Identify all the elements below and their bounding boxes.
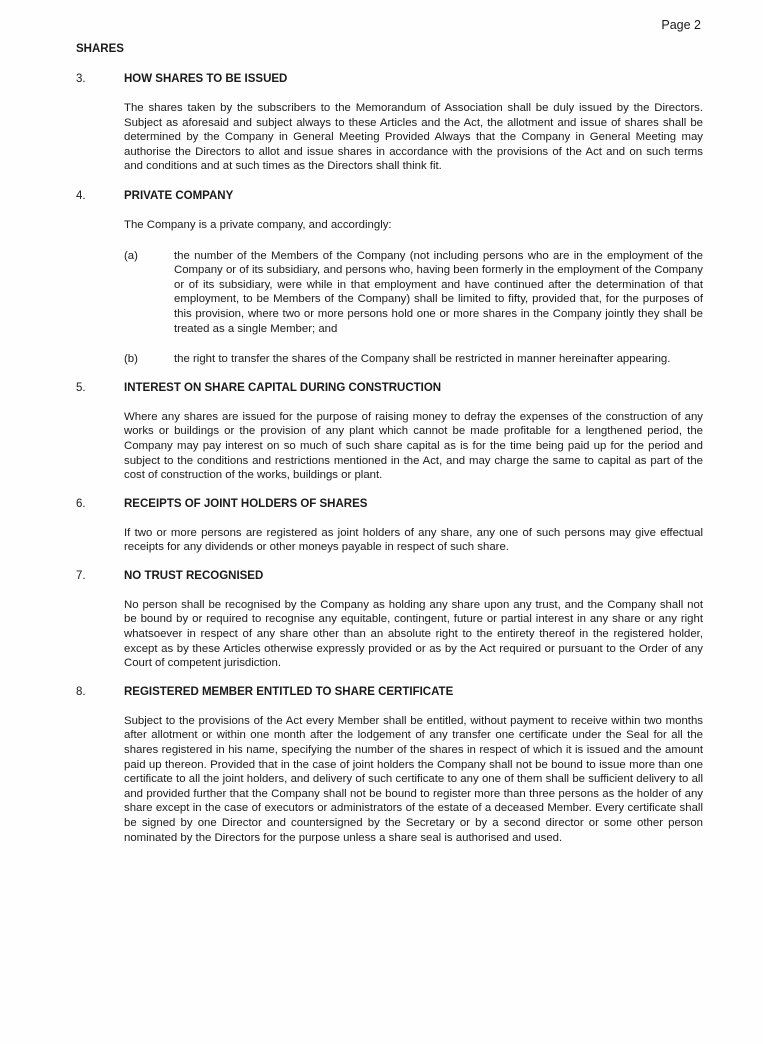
clause-number: 5.: [76, 381, 86, 394]
clause-paragraph: Subject to the provisions of the Act every Member shall be entitled, without payment to receive within two months after allotment or within one month after the lodgement of any transfer one certificate under the Seal for all the shares registered in his name, specifying the number of the shares in respect of which it is issued and the amount paid up thereon. Provided that in the case of joint holders the Company shall not be bound to issue more than one certificate to all the joint holders, and delivery of such certificate to any one of them shall be sufficient delivery to all and provided further that the Company shall not be bound to register more than three persons as the holder of any share except in the case of executors or administrators of the estate of a deceased Member. Every certificate shall be signed by one Director and countersigned by the Secretary or by a second director or some other person nominated by the Directors for the purpose unless a share seal is authorised and used.: [124, 714, 703, 844]
item-label: (b): [124, 353, 138, 366]
document-body: [76, 72, 703, 845]
clause-paragraph: If two or more persons are registered as joint holders of any share, any one of such persons may give effectual receipts for any dividends or other moneys payable in respect of such share.: [124, 526, 703, 554]
clause-7: [76, 569, 703, 671]
clause-3: [76, 72, 703, 174]
clause-number: 7.: [76, 569, 86, 582]
clause-6: [76, 497, 703, 555]
clause-heading: INTEREST ON SHARE CAPITAL DURING CONSTRUCTION: [124, 381, 442, 394]
item-label: (a): [124, 249, 138, 262]
clause-number: 3.: [76, 73, 86, 85]
item-text: the number of the Members of the Company (not including persons who are in the employment of the Company or of its subsidiary, and persons who, having been formerly in the employment of the Company or of its subsidiary, were while in that employment and have continued after the determination of that employment, to be Members of the Company) shall be limited to fifty, provided that, for the purposes of this provision, where two or more persons hold one or more shares in the Company jointly they shall be treated as a single Member; and: [174, 249, 703, 335]
item-text: the right to transfer the shares of the Company shall be restricted in manner hereinafter appearing.: [174, 353, 671, 366]
list-item: [124, 352, 703, 367]
clause-number: 8.: [76, 685, 86, 698]
page-number: Page 2: [661, 18, 701, 32]
clause-heading: NO TRUST RECOGNISED: [124, 569, 264, 582]
clause-heading: REGISTERED MEMBER ENTITLED TO SHARE CERTIFICATE: [124, 685, 454, 698]
clause-8: [76, 685, 703, 845]
clause-heading: PRIVATE COMPANY: [124, 189, 234, 202]
clause-paragraph: No person shall be recognised by the Company as holding any share upon any trust, and the Company shall not be bound by or required to recognise any equitable, contingent, future or partial interest in any share or any right whatsoever in respect of any share other than an absolute right to the entirety thereof in the registered holder, except as by these Articles otherwise expressly provided or as by the Act required or pursuant to the Order of any Court of competent jurisdiction.: [124, 598, 703, 670]
clause-5: [76, 381, 703, 483]
clause-heading: HOW SHARES TO BE ISSUED: [124, 73, 288, 85]
clause-paragraph: Where any shares are issued for the purpose of raising money to defray the expenses of the construction of any works or buildings or the provision of any plant which cannot be made profitable for a lengthened period, the Company may pay interest on so much of such share capital as is for the time being paid up for the period and subject to the conditions and restrictions mentioned in the Act, and may charge the same to capital as part of the cost of construction of the works, buildings or plant.: [124, 410, 703, 482]
clause-heading: RECEIPTS OF JOINT HOLDERS OF SHARES: [124, 497, 368, 510]
section-title: SHARES: [76, 43, 124, 55]
clause-4: [76, 189, 703, 367]
clause-paragraph: The Company is a private company, and accordingly:: [124, 218, 392, 231]
list-item: [124, 249, 703, 337]
clause-paragraph: The shares taken by the subscribers to the Memorandum of Association shall be duly issued by the Directors. Subject as aforesaid and subject always to these Articles and the Act, the allotment and issue of shares shall be determined by the Company in General Meeting Provided Always that the Company in General Meeting may authorise the Directors to allot and issue shares in accordance with the provisions of the Act and on such terms and conditions and at such times as the Directors shall think fit.: [124, 102, 703, 173]
clause-number: 6.: [76, 497, 86, 510]
clause-number: 4.: [76, 189, 86, 202]
